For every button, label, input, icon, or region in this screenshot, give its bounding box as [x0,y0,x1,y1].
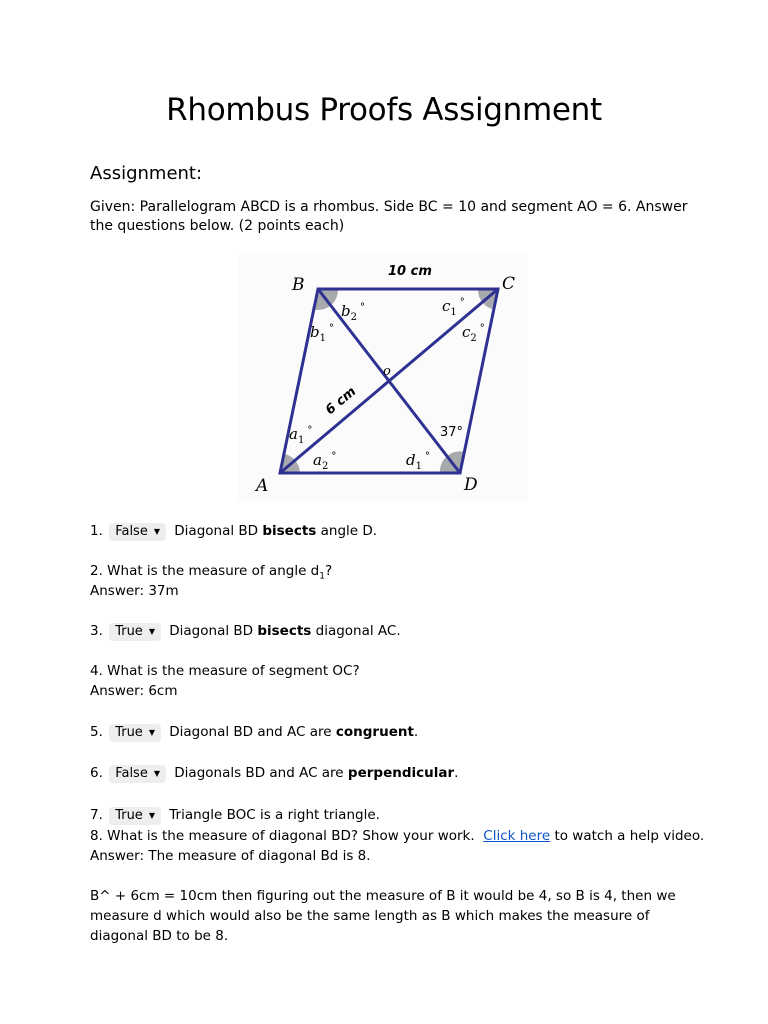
side-length-label: 10 cm [388,264,432,279]
vertex-label-c: C [502,274,516,294]
dropdown-caret-icon: ▼ [148,811,155,820]
q3-text: Diagonal BD [169,623,258,639]
q5-bold-term: congruent [335,724,414,740]
q3-bold-term: bisects [257,623,312,639]
q5-true-false-select[interactable] [109,724,161,742]
angle-d-value: 37° [440,425,464,440]
question-3 [90,622,401,641]
question-1 [90,522,377,541]
center-label-o: o [383,364,391,379]
q3-text-end: diagonal AC. [311,623,401,639]
rhombus-diagram [238,253,528,501]
question-number: 1. [90,523,103,539]
q7-select-value: True [115,808,143,823]
angle-label-d1: $d_1^\circ$ [406,451,430,472]
q2-answer: Answer: 37m [90,583,179,599]
vertex-label-b: B [292,275,305,295]
q1-text-end: angle D. [316,523,378,539]
help-video-link[interactable]: Click here [483,828,551,844]
vertex-label-a: A [256,476,269,496]
work-explanation: B^ + 6cm = 10cm then figuring out the measure of B it would be 4, so B is 4, then we measure d which would also be the same length as B which makes the measure of diagonal BD to be 8. [90,888,676,944]
q6-true-false-select[interactable] [109,765,166,783]
q5-text-end: . [413,724,419,740]
question-4: 4. What is the measure of segment OC? [90,663,360,679]
q1-select-value: False [115,524,148,539]
q6-select-value: False [115,766,148,781]
q8-answer: Answer: The measure of diagonal Bd is 8. [90,848,371,864]
q3-select-value: True [115,624,143,639]
dropdown-caret-icon: ▼ [148,728,155,737]
q1-bold-term: bisects [262,523,317,539]
question-7 [90,806,380,825]
question-number: 7. [90,807,103,823]
rhombus-figure [238,253,528,501]
q6-text: Diagonals BD and AC are [174,765,348,781]
q3-true-false-select[interactable] [109,623,161,641]
question-number: 5. [90,724,103,740]
section-heading: Assignment: [90,163,203,184]
q6-bold-term: perpendicular [347,765,455,781]
angle-label-b2: $b_2^\circ$ [341,302,365,323]
q8-text: 8. What is the measure of diagonal BD? Show your work. [90,828,475,844]
given-statement: Given: Parallelogram ABCD is a rhombus. Side BC = 10 and segment AO = 6. Answer the questions below. (2 points each) [90,199,688,234]
question-8 [90,827,704,846]
q5-select-value: True [115,725,143,740]
page-title: Rhombus Proofs Assignment [166,92,602,128]
angle-label-c1: $c_1^\circ$ [442,297,465,318]
q1-true-false-select[interactable] [109,523,166,541]
q6-text-end: . [454,765,459,781]
q7-text: Triangle BOC is a right triangle. [169,807,380,823]
angle-label-a2: $a_2^\circ$ [313,451,337,472]
question-5 [90,723,418,742]
question-number: 3. [90,623,103,639]
q4-answer: Answer: 6cm [90,683,178,699]
dropdown-caret-icon: ▼ [148,627,155,636]
diagonal-length-label: 6 cm [322,384,360,419]
question-number: 6. [90,765,103,781]
angle-label-c2: $c_2^\circ$ [462,323,485,344]
question-6 [90,764,458,783]
q1-text: Diagonal BD [174,523,263,539]
dropdown-caret-icon: ▼ [153,769,160,778]
angle-label-b1: $b_1^\circ$ [310,323,334,344]
angle-label-a1: $a_1^\circ$ [289,425,313,446]
q2-subscript: 1 [319,571,325,582]
q8-text-end: to watch a help video. [550,828,705,844]
vertex-label-d: D [464,475,478,495]
q2-text-end: ? [324,563,333,579]
q2-text: 2. What is the measure of angle d [90,563,320,579]
q7-true-false-select[interactable] [109,807,161,825]
dropdown-caret-icon: ▼ [153,527,160,536]
q5-text: Diagonal BD and AC are [169,724,336,740]
